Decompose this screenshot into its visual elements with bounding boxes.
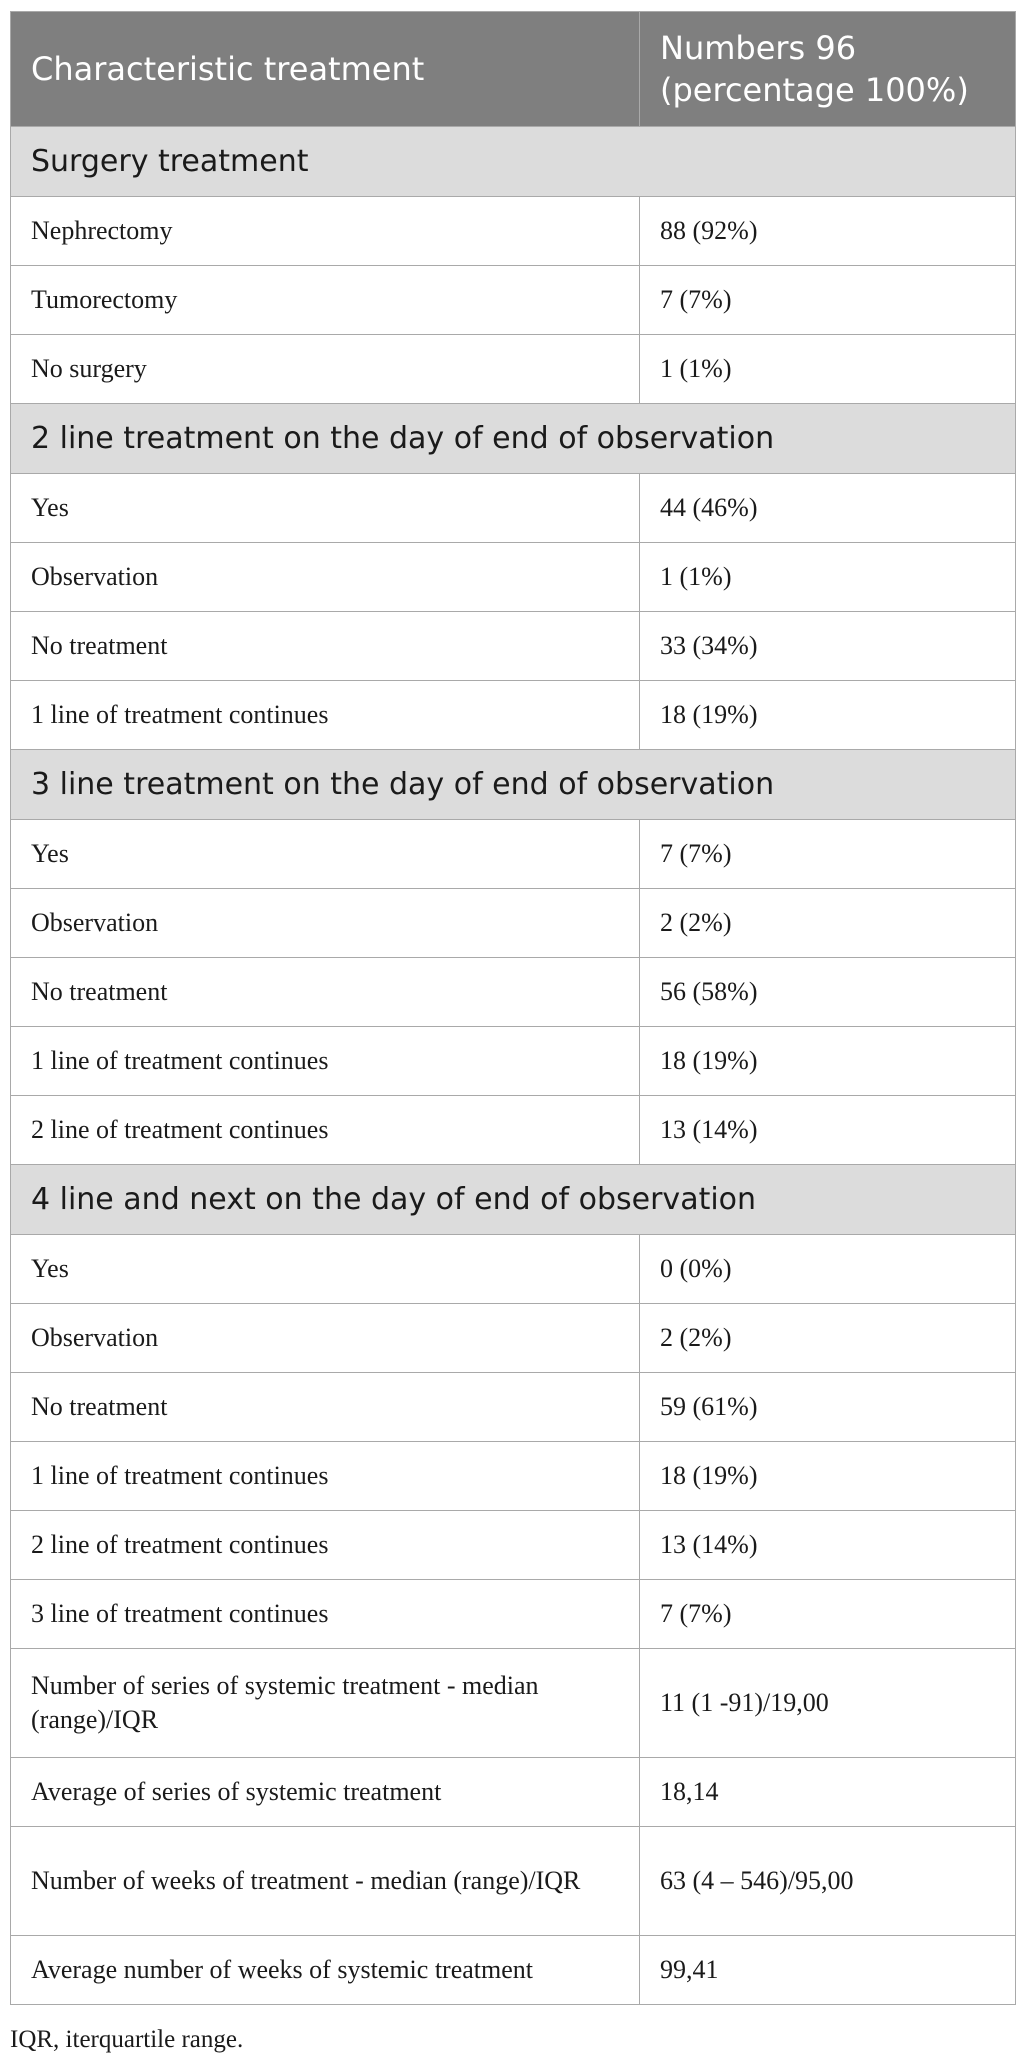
row-value: 99,41 <box>640 1936 1016 2005</box>
row-label: 1 line of treatment continues <box>11 681 640 750</box>
row-label: Tumorectomy <box>11 266 640 335</box>
table-row <box>11 681 1016 750</box>
table-row <box>11 612 1016 681</box>
row-label: 1 line of treatment continues <box>11 1027 640 1096</box>
row-label: 2 line of treatment continues <box>11 1511 640 1580</box>
row-value: 18 (19%) <box>640 1027 1016 1096</box>
row-label: No surgery <box>11 335 640 404</box>
treatment-table <box>10 11 1016 2005</box>
row-value: 1 (1%) <box>640 335 1016 404</box>
table-row <box>11 820 1016 889</box>
table-row <box>11 1580 1016 1649</box>
row-value: 2 (2%) <box>640 889 1016 958</box>
row-value: 44 (46%) <box>640 474 1016 543</box>
table-row <box>11 1649 1016 1758</box>
table-row <box>11 1373 1016 1442</box>
table-row <box>11 335 1016 404</box>
table-row <box>11 1827 1016 1936</box>
table-row <box>11 958 1016 1027</box>
header-characteristic: Characteristic treatment <box>11 12 640 127</box>
row-label: Number of weeks of treatment - median (range)/IQR <box>11 1827 640 1936</box>
table-row <box>11 1936 1016 2005</box>
section-header-row <box>11 404 1016 474</box>
row-label: Observation <box>11 543 640 612</box>
table-row <box>11 1235 1016 1304</box>
row-value: 11 (1 -91)/19,00 <box>640 1649 1016 1758</box>
section-header-row <box>11 1165 1016 1235</box>
table-row <box>11 1511 1016 1580</box>
row-value: 18 (19%) <box>640 1442 1016 1511</box>
row-value: 18 (19%) <box>640 681 1016 750</box>
row-value: 7 (7%) <box>640 266 1016 335</box>
row-label: No treatment <box>11 612 640 681</box>
section-header-row <box>11 750 1016 820</box>
row-label: Observation <box>11 1304 640 1373</box>
table-row <box>11 1096 1016 1165</box>
table-container <box>10 11 1015 2005</box>
header-numbers: Numbers 96 (percentage 100%) <box>640 12 1016 127</box>
row-label: No treatment <box>11 958 640 1027</box>
section-title: 4 line and next on the day of end of observation <box>11 1165 1016 1235</box>
row-value: 88 (92%) <box>640 197 1016 266</box>
row-value: 56 (58%) <box>640 958 1016 1027</box>
row-value: 7 (7%) <box>640 1580 1016 1649</box>
table-row <box>11 266 1016 335</box>
table-row <box>11 543 1016 612</box>
row-label: 1 line of treatment continues <box>11 1442 640 1511</box>
row-label: Average of series of systemic treatment <box>11 1758 640 1827</box>
row-value: 63 (4 – 546)/95,00 <box>640 1827 1016 1936</box>
row-label: Average number of weeks of systemic treatment <box>11 1936 640 2005</box>
row-value: 7 (7%) <box>640 820 1016 889</box>
row-label: Observation <box>11 889 640 958</box>
table-row <box>11 1304 1016 1373</box>
footnote: IQR, iterquartile range. <box>10 2026 244 2053</box>
section-title: 3 line treatment on the day of end of observation <box>11 750 1016 820</box>
row-label: Yes <box>11 820 640 889</box>
table-row <box>11 1758 1016 1827</box>
row-value: 1 (1%) <box>640 543 1016 612</box>
row-label: No treatment <box>11 1373 640 1442</box>
section-title: 2 line treatment on the day of end of observation <box>11 404 1016 474</box>
row-label: 2 line of treatment continues <box>11 1096 640 1165</box>
table-row <box>11 1027 1016 1096</box>
row-label: Number of series of systemic treatment - median (range)/IQR <box>11 1649 640 1758</box>
row-label: Nephrectomy <box>11 197 640 266</box>
table-row <box>11 889 1016 958</box>
row-value: 33 (34%) <box>640 612 1016 681</box>
row-value: 13 (14%) <box>640 1096 1016 1165</box>
section-header-row <box>11 127 1016 197</box>
table-row <box>11 1442 1016 1511</box>
row-label: Yes <box>11 1235 640 1304</box>
row-value: 2 (2%) <box>640 1304 1016 1373</box>
table-row <box>11 474 1016 543</box>
table-header-row <box>11 12 1016 127</box>
table-row <box>11 197 1016 266</box>
row-label: Yes <box>11 474 640 543</box>
section-title: Surgery treatment <box>11 127 1016 197</box>
row-value: 13 (14%) <box>640 1511 1016 1580</box>
row-label: 3 line of treatment continues <box>11 1580 640 1649</box>
row-value: 18,14 <box>640 1758 1016 1827</box>
table-body <box>11 127 1016 2005</box>
row-value: 59 (61%) <box>640 1373 1016 1442</box>
row-value: 0 (0%) <box>640 1235 1016 1304</box>
